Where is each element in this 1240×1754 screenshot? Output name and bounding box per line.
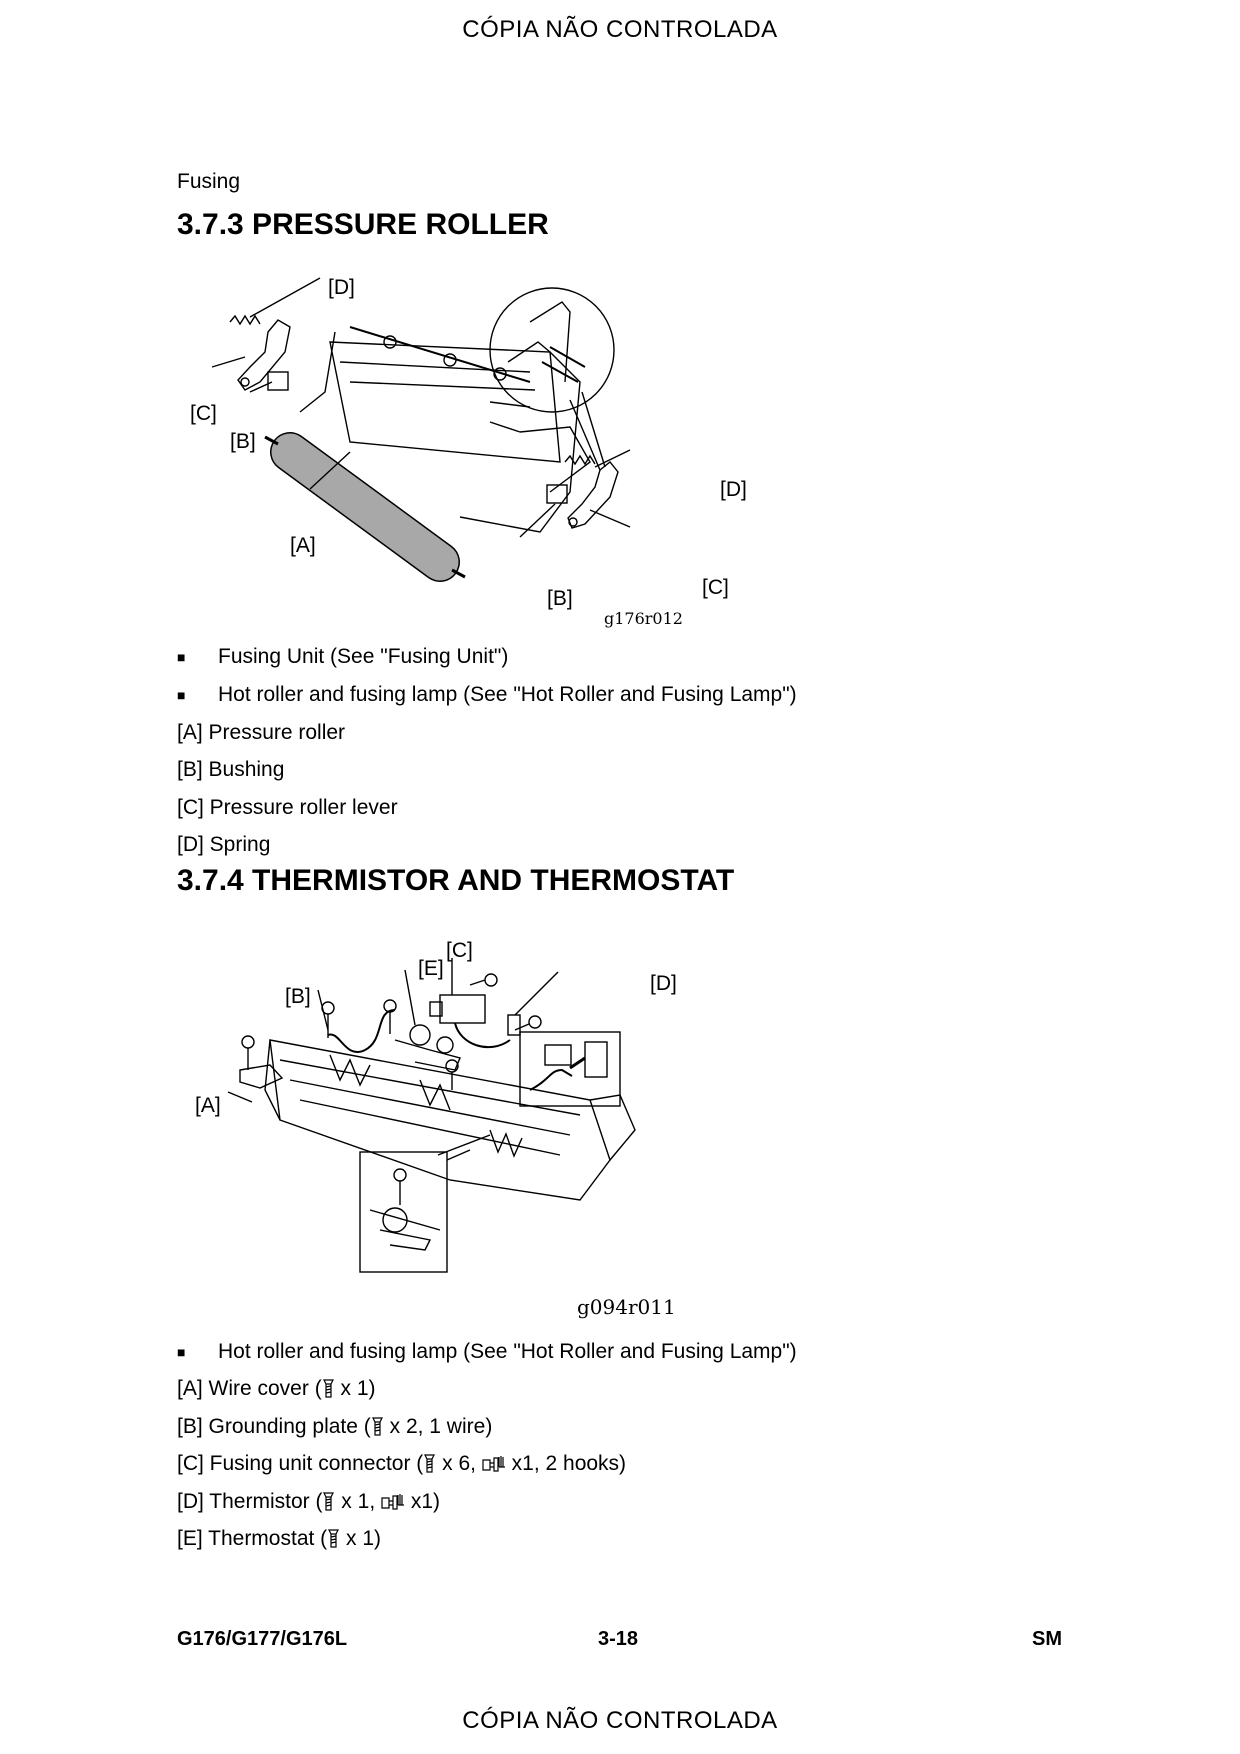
callout-c-left: [C] [190, 402, 217, 425]
part-text: x 6, [436, 1452, 482, 1475]
part-text: [E] Thermostat ( [177, 1527, 328, 1550]
part-text: x1 [405, 1490, 434, 1513]
callout-a: [A] [195, 1094, 221, 1117]
part-text: ) [485, 1415, 493, 1438]
connector-icon [482, 1455, 506, 1473]
connector-icon [381, 1493, 405, 1511]
part-text: ) [619, 1452, 627, 1475]
callout-d-right: [D] [720, 478, 747, 501]
part-line-grounding-plate [177, 1415, 492, 1439]
bullet-item: Hot roller and fusing lamp (See "Hot Roller and Fusing Lamp") [218, 683, 797, 706]
callout-b-right: [B] [547, 587, 573, 610]
callout-b: [B] [285, 985, 311, 1008]
bullet-item: Hot roller and fusing lamp (See "Hot Roller and Fusing Lamp") [218, 1340, 797, 1363]
figure-thermistor-thermostat [190, 930, 750, 1320]
part-line: [A] Pressure roller [177, 721, 346, 744]
part-line-fusing-unit-connector [177, 1452, 626, 1476]
screw-icon [322, 1491, 335, 1511]
part-line-thermostat [177, 1527, 381, 1551]
part-text: x 1 [334, 1377, 369, 1400]
square-bullet: ■ [177, 1344, 186, 1360]
square-bullet: ■ [177, 649, 186, 665]
callout-c: [C] [446, 939, 473, 962]
heading-thermistor-thermostat: 3.7.4 THERMISTOR AND THERMOSTAT [177, 864, 735, 897]
part-line: [C] Pressure roller lever [177, 796, 398, 819]
screw-icon [322, 1378, 335, 1398]
watermark-top: CÓPIA NÃO CONTROLADA [462, 16, 778, 43]
screw-icon [371, 1416, 384, 1436]
watermark-bottom: CÓPIA NÃO CONTROLADA [462, 1707, 778, 1734]
part-text: [B] Grounding plate ( [177, 1415, 371, 1438]
heading-pressure-roller: 3.7.3 PRESSURE ROLLER [177, 208, 549, 241]
part-line-wire-cover [177, 1377, 376, 1401]
callout-b-left: [B] [230, 430, 256, 453]
part-text: ) [433, 1490, 441, 1513]
part-text: [D] Thermistor ( [177, 1490, 323, 1513]
part-text: x 1, [335, 1490, 381, 1513]
footer-manual-code: SM [1032, 1628, 1062, 1650]
figure-id-1: g176r012 [604, 609, 683, 628]
part-text: x 1 [340, 1527, 375, 1550]
part-text: [A] Wire cover ( [177, 1377, 322, 1400]
callout-a: [A] [290, 534, 316, 557]
part-line: [B] Bushing [177, 758, 285, 781]
figure-id-2: g094r011 [577, 1295, 676, 1319]
footer-model: G176/G177/G176L [177, 1628, 348, 1650]
callout-c-right: [C] [702, 576, 729, 599]
screw-icon [423, 1453, 436, 1473]
callout-d-left: [D] [328, 276, 355, 299]
screw-icon [327, 1528, 340, 1548]
callout-d: [D] [650, 972, 677, 995]
callout-e: [E] [418, 957, 444, 980]
footer-page-number: 3-18 [598, 1628, 639, 1650]
part-text: ) [368, 1377, 376, 1400]
part-text: x 2, 1 wire [383, 1415, 486, 1438]
part-line-thermistor [177, 1490, 440, 1514]
bullet-item: Fusing Unit (See "Fusing Unit") [218, 645, 509, 668]
part-text: x1, 2 hooks [505, 1452, 620, 1475]
part-line: [D] Spring [177, 833, 271, 856]
part-text: [C] Fusing unit connector ( [177, 1452, 424, 1475]
figure-pressure-roller [190, 272, 790, 632]
section-label: Fusing [177, 170, 241, 193]
part-text: ) [374, 1527, 382, 1550]
square-bullet: ■ [177, 687, 186, 703]
